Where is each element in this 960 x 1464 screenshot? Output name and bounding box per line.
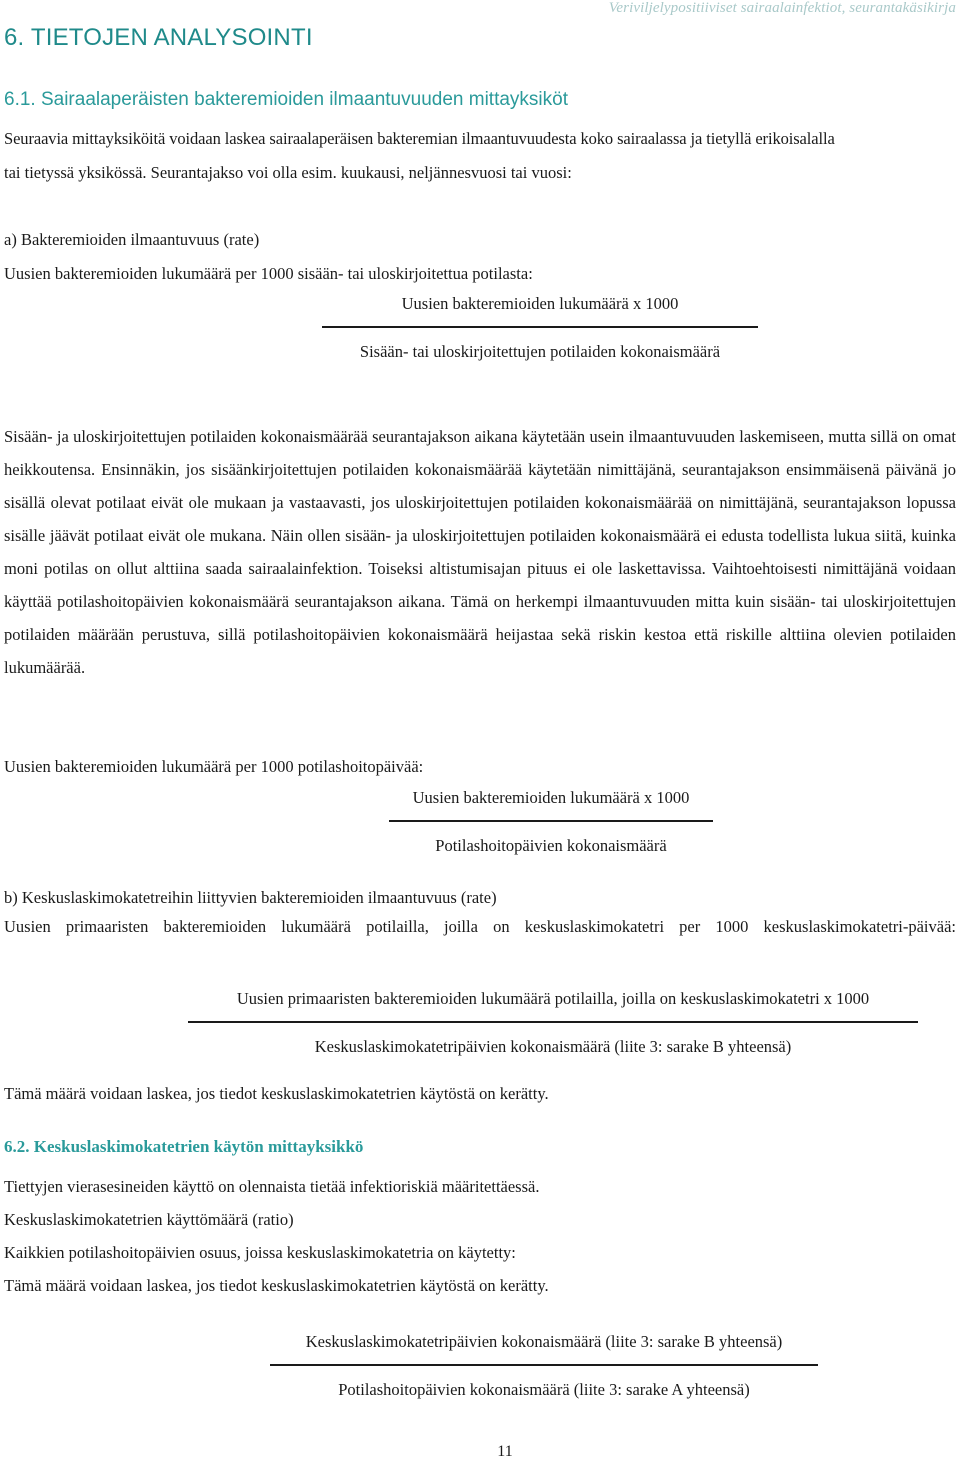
fraction-denominator: Sisään- tai uloskirjoitettujen potilaiden kokonaismäärä <box>359 342 721 361</box>
fraction-denominator: Potilashoitopäivien kokonaismäärä (liite 3: sarake A yhteensä) <box>338 1380 750 1399</box>
fraction-rate-admissions <box>320 294 760 362</box>
fraction-bar <box>188 1021 918 1023</box>
chapter-title: 6. TIETOJEN ANALYSOINTI <box>4 24 313 51</box>
fraction-cvc-utilization <box>268 1332 820 1400</box>
subheading-a: a) Bakteremioiden ilmaantuvuus (rate) <box>4 230 260 249</box>
fraction-numerator: Uusien bakteremioiden lukumäärä x 1000 <box>401 294 679 313</box>
section-6-2-line-4: Tämä määrä voidaan laskea, jos tiedot keskuslaskimokatetrien käytöstä on kerätty. <box>4 1276 549 1295</box>
fraction-numerator: Keskuslaskimokatetripäivien kokonaismäärä (liite 3: sarake B yhteensä) <box>305 1332 783 1351</box>
definition-b: Uusien primaaristen bakteremioiden lukumäärä potilailla, joilla on keskuslaskimokatetri per 1000 keskuslaskimokatetri-päivää: <box>4 917 956 936</box>
subheading-b: b) Keskuslaskimokatetreihin liittyvien bakteremioiden ilmaantuvuus (rate) <box>4 888 497 907</box>
fraction-clabsi-rate <box>186 989 920 1057</box>
definition-a: Uusien bakteremioiden lukumäärä per 1000 sisään- tai uloskirjoitettua potilasta: <box>4 264 533 283</box>
section-title-6-2: 6.2. Keskuslaskimokatetrien käytön mittayksikkö <box>4 1137 364 1156</box>
fraction-bar <box>322 326 758 328</box>
intro-line-1: Seuraavia mittayksiköitä voidaan laskea sairaalaperäisen bakteremian ilmaantuvuudesta koko sairaalassa ja tietyllä erikoisalalla <box>4 129 835 148</box>
fraction-bar <box>389 820 713 822</box>
fraction-numerator: Uusien primaaristen bakteremioiden lukumäärä potilailla, joilla on keskuslaskimokatetri x 1000 <box>236 989 870 1008</box>
section-6-2-line-2: Keskuslaskimokatetrien käyttömäärä (ratio) <box>4 1210 294 1229</box>
fraction-denominator: Potilashoitopäivien kokonaismäärä <box>435 836 667 855</box>
fraction-rate-patient-days <box>386 788 716 856</box>
fraction-bar <box>270 1364 818 1366</box>
intro-line-2: tai tietyssä yksikössä. Seurantajakso voi olla esim. kuukausi, neljännesvuosi tai vuosi: <box>4 163 572 182</box>
note-b: Tämä määrä voidaan laskea, jos tiedot keskuslaskimokatetrien käytöstä on kerätty. <box>4 1084 549 1103</box>
section-title-6-1: 6.1. Sairaalaperäisten bakteremioiden ilmaantuvuuden mittayksiköt <box>4 89 568 110</box>
fraction-numerator: Uusien bakteremioiden lukumäärä x 1000 <box>412 788 690 807</box>
page-number: 11 <box>497 1443 513 1460</box>
running-header: Veriviljelypositiiviset sairaalainfektiot, seurantakäsikirja <box>608 0 956 16</box>
fraction-denominator: Keskuslaskimokatetripäivien kokonaismäärä (liite 3: sarake B yhteensä) <box>314 1037 792 1056</box>
definition-patient-days: Uusien bakteremioiden lukumäärä per 1000 potilashoitopäivää: <box>4 757 424 776</box>
section-6-2-line-3: Kaikkien potilashoitopäivien osuus, joissa keskuslaskimokatetria on käytetty: <box>4 1243 516 1262</box>
section-6-2-line-1: Tiettyjen vierasesineiden käyttö on olennaista tietää infektioriskiä määritettäessä. <box>4 1177 540 1196</box>
body-paragraph: Sisään- ja uloskirjoitettujen potilaiden kokonaismäärää seurantajakson aikana käytetään usein ilmaantuvuuden laskemiseen, mutta sillä on omat heikkoutensa. Ensinnäkin, jos sisäänkirjoitettujen potilaiden kokonaismäärää käytetään nimittäjänä, seurantajakson ensimmäisenä päivänä jo sisällä olevat potilaat eivät ole mukaan ja vastaavasti, jos uloskirjoitettujen potilaiden kokonaismäärää on nimittäjänä, seurantajakson lopussa sisälle jäävät potilaat eivät ole mukana. Näin ollen sisään- ja uloskirjoitettujen potilaiden kokonaismäärä ei edusta todellista lukua siitä, kuinka moni potilas on ollut alttiina saada sairaalainfektion. Toiseksi altistumisajan pituus ei ole laskettavissa. Vaihtoehtoisesti nimittäjänä voidaan käyttää potilashoitopäivien kokonaismäärä seurantajakson aikana. Tämä on herkempi ilmaantuvuuden mitta kuin sisään- tai uloskirjoitettujen potilaiden määrään perustuva, sillä potilashoitopäivien kokonaismäärä heijastaa sekä riskin kestoa että riskille alttiina olevien potilaiden lukumäärää. <box>4 427 956 677</box>
